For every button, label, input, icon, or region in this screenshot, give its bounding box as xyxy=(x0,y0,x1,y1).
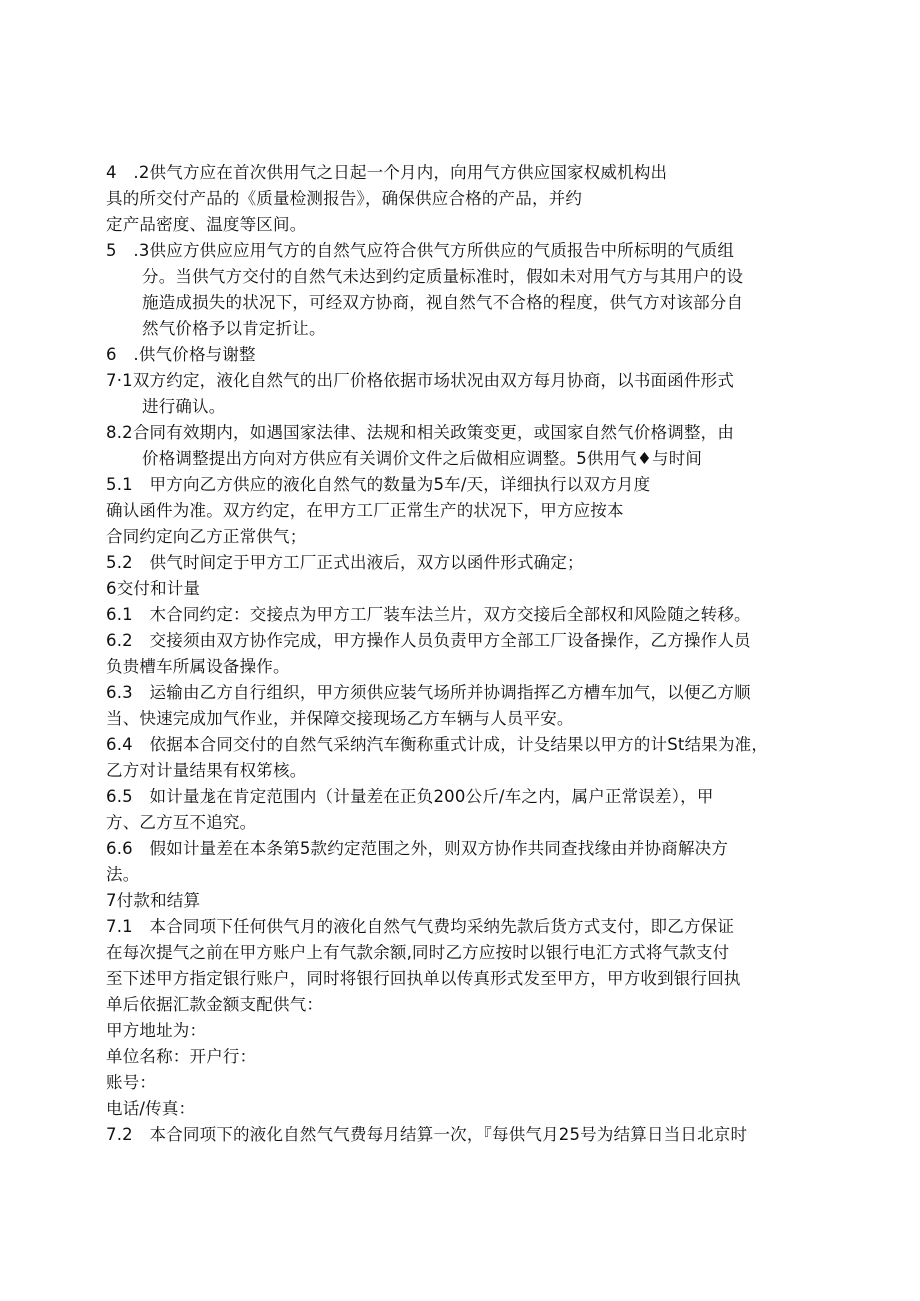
text-line: 至下述甲方指定银行账户，同时将银行回执单以传真形式发至甲方，甲方收到银行回执 xyxy=(106,969,741,988)
text-line: 7.2 本合同项下的液化自然气气费每月结算一次，『每供气月25号为结算日当日北京时 xyxy=(106,1125,748,1144)
text-line: 6.3 运输由乙方自行组织，甲方须供应装气场所并协调指挥乙方槽车加气，以便乙方顺 xyxy=(106,683,751,702)
section-heading: 6 .供气价格与谢整 xyxy=(106,345,256,364)
text-line: 确认函件为准。双方约定，在甲方工厂正常生产的状况下，甲方应按本 xyxy=(106,501,624,520)
text-line: 账号： xyxy=(106,1073,157,1092)
text-line: 甲方地址为： xyxy=(106,1021,207,1040)
text-line: 在每次提气之前在甲方账户上有气款余额,同时乙方应按时以银行电汇方式将气款支付 xyxy=(106,943,730,962)
section-heading: 7付款和结算 xyxy=(106,891,201,910)
text-line: 5.1 甲方向乙方供应的液化自然气的数量为5车/天，详细执行以双方月度 xyxy=(106,475,651,494)
text-line: 法。 xyxy=(106,865,140,884)
text-line: 单位名称：开户行： xyxy=(106,1047,257,1066)
text-line: 具的所交付产品的《质量检测报告》，确保供应合格的产品，并约 xyxy=(106,189,583,208)
text-line: 8.2合同有效期内，如遇国家法律、法规和相关政策变更，或国家自然气价格调整，由 xyxy=(106,423,735,442)
text-line: 当、快速完成加气作业，并保障交接现场乙方车辆与人员平安。 xyxy=(106,709,574,728)
text-line: 进行确认。 xyxy=(142,397,226,416)
text-line: 7·1双方约定，液化自然气的出厂价格依据市场状况由双方每月协商，以书面函件形式 xyxy=(106,371,735,390)
text-line: 5 .3供应方供应应用气方的自然气应符合供气方所供应的气质报告中所标明的气质组 xyxy=(106,241,735,260)
text-line: 6.4 依据本合同交付的自然气采纳汽车衡称重式计成，计殳结果以甲方的计St结果为准， xyxy=(106,735,769,754)
text-line: 4 .2供气方应在首次供用气之日起一个月内，向用气方供应国家权威机构出 xyxy=(106,163,668,182)
text-line: 6.6 假如计量差在本条第5款约定范围之外，则双方协作共同查找缘由并协商解决方 xyxy=(106,839,729,858)
text-line: 乙方对计量结果有权笫核。 xyxy=(106,761,307,780)
text-line: 分。当供气方交付的自然气未达到约定质量标准时，假如未对用气方与其用户的设 xyxy=(142,267,744,286)
text-line: 然气价格予以肯定折让。 xyxy=(142,319,326,338)
text-line: 7.1 本合同项下任何供气月的液化自然气气费均采纳先款后货方式支付，即乙方保证 xyxy=(106,917,735,936)
text-line: 价格调整提出方向对方供应有关调价文件之后做相应调整。5供用气♦与时间 xyxy=(142,449,703,468)
text-line: 单后依据汇款金额支配供气： xyxy=(106,995,324,1014)
text-line: 定产品密度、温度等区间。 xyxy=(106,215,307,234)
section-heading: 6交付和计量 xyxy=(106,579,201,598)
text-line: 合同约定向乙方正常供气； xyxy=(106,527,307,546)
text-line: 电话/传真： xyxy=(106,1099,196,1118)
text-line: 6.5 如计量尨在肯定范围内（计量差在正负200公斤/车之内，属户正常误差），甲 xyxy=(106,787,714,806)
text-line: 方、乙方互不追究。 xyxy=(106,813,257,832)
text-line: 6.2 交接须由双方协作完成，甲方操作人员负责甲方全部工厂设备操作，乙方操作人员 xyxy=(106,631,751,650)
text-line: 6.1 木合同约定：交接点为甲方工厂装车法兰片，双方交接后全部权和风险随之转移。 xyxy=(106,605,751,624)
text-line: 施造成损失的状况下，可经双方协商，视自然气不合格的程度，供气方对该部分自 xyxy=(142,293,744,312)
text-line: 5.2 供气时间定于甲方工厂正式出液后，双方以函件形式确定； xyxy=(106,553,584,572)
text-line: 负贵槽车所属设备操作。 xyxy=(106,657,290,676)
